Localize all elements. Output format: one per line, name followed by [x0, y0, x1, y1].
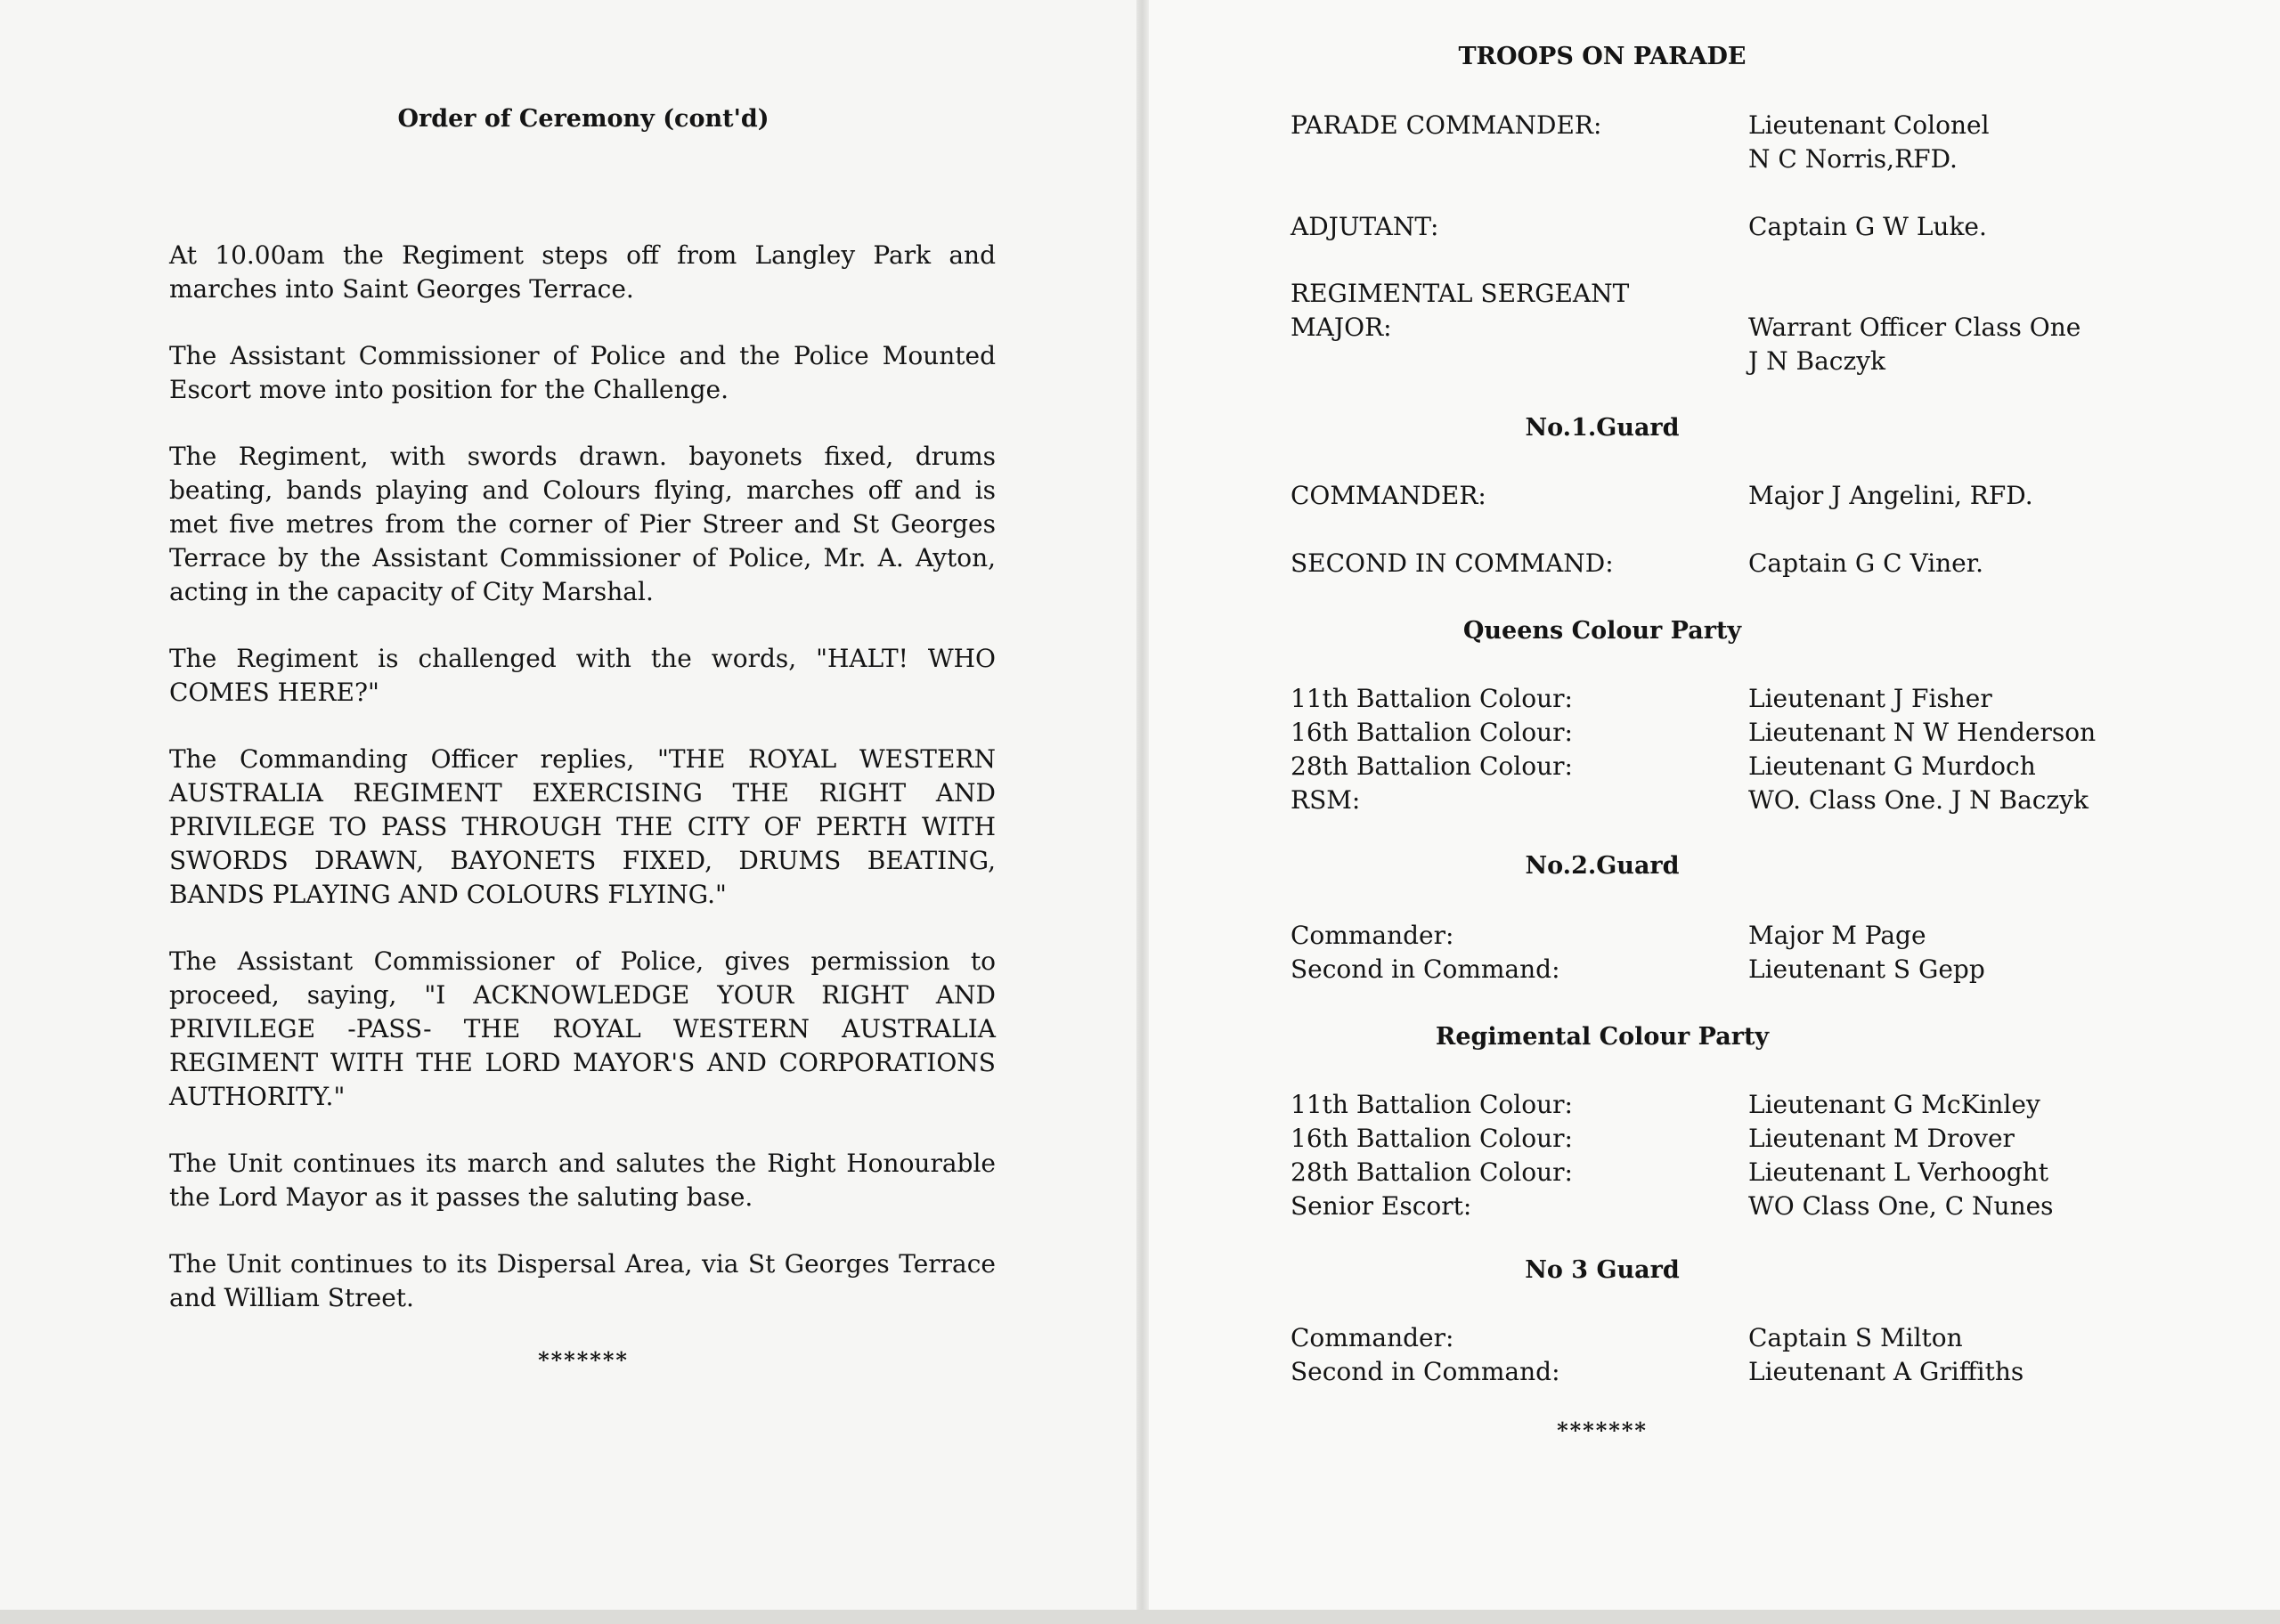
row-label: REGIMENTAL SERGEANT — [1291, 279, 1630, 308]
ceremony-paragraph: At 10.00am the Regiment steps off from Langley Park and marches into Saint Georges Terrace. — [169, 240, 996, 304]
row-label: PARADE COMMANDER: — [1291, 110, 1602, 140]
ceremony-text — [169, 239, 996, 1348]
row-label: COMMANDER: — [1291, 481, 1486, 510]
row-value: Captain S Milton — [1748, 1323, 1963, 1352]
row-value: WO Class One, C Nunes — [1748, 1191, 2054, 1221]
row-label: 28th Battalion Colour: — [1291, 751, 1573, 781]
row-value: Captain G W Luke. — [1748, 212, 1987, 241]
row-value: Lieutenant G Murdoch — [1748, 751, 2036, 781]
ceremony-paragraph: The Regiment, with swords drawn. bayonets fixed, drums beating, bands playing and Colours flying, marches off and is met five metres from the corner of Pier Streer and St Georges Terrace by the Assistant Commissioner of Police, Mr. A. Ayton, acting in the capacity of City Marshal. — [169, 442, 996, 606]
row-value: Major M Page — [1748, 921, 1926, 950]
ceremony-paragraph: The Commanding Officer replies, "THE ROYAL WESTERN AUSTRALIA REGIMENT EXERCISING THE RIGHT AND PRIVILEGE TO PASS THROUGH THE CITY OF PERTH WITH SWORDS DRAWN, BAYONETS FIXED, DRUMS BEATING, BANDS PLAYING AND COLOURS FLYING." — [169, 744, 996, 909]
ceremony-paragraph: The Unit continues its march and salutes the Right Honourable the Lord Mayor as it passes the saluting base. — [169, 1149, 996, 1212]
ceremony-paragraph: The Unit continues to its Dispersal Area, via St Georges Terrace and William Street. — [169, 1249, 996, 1312]
row-label: ADJUTANT: — [1291, 212, 1439, 241]
section-title-queens-colour-party: Queens Colour Party — [1462, 617, 1742, 645]
row-label: Commander: — [1291, 1323, 1454, 1352]
row-value: Lieutenant S Gepp — [1748, 954, 1985, 984]
row-label: Senior Escort: — [1291, 1191, 1472, 1221]
ceremony-paragraph: The Regiment is challenged with the words, "HALT! WHO COMES HERE?" — [169, 644, 996, 707]
section-title-regimental-colour-party: Regimental Colour Party — [1435, 1023, 1770, 1051]
row-value: Lieutenant A Griffiths — [1748, 1357, 2024, 1386]
row-label: Second in Command: — [1291, 954, 1560, 984]
page-gutter — [1136, 0, 1149, 1624]
row-label: 16th Battalion Colour: — [1291, 1124, 1573, 1153]
row-label: MAJOR: — [1291, 313, 1392, 342]
row-value: Lieutenant Colonel — [1748, 110, 1990, 140]
section-title-guard-2: No.2.Guard — [1525, 852, 1680, 880]
row-value: Lieutenant L Verhooght — [1748, 1157, 2048, 1187]
ceremony-paragraph: The Assistant Commissioner of Police, gives permission to proceed, saying, "I ACKNOWLEDGE YOUR RIGHT AND PRIVILEGE -PASS- THE ROYAL WESTERN AUSTRALIA REGIMENT WITH THE LORD MAYOR'S AND CORPORATIONS AUTHORITY." — [169, 946, 996, 1111]
row-value: Lieutenant J Fisher — [1748, 684, 1992, 713]
row-value: N C Norris,RFD. — [1748, 144, 1958, 174]
bottom-edge — [0, 1610, 2280, 1624]
left-page-heading: Order of Ceremony (cont'd) — [397, 105, 770, 133]
row-label: Second in Command: — [1291, 1357, 1560, 1386]
row-value: Lieutenant M Drover — [1748, 1124, 2015, 1153]
row-label: Commander: — [1291, 921, 1454, 950]
row-value: Captain G C Viner. — [1748, 548, 1983, 578]
row-label: 11th Battalion Colour: — [1291, 684, 1573, 713]
row-label: SECOND IN COMMAND: — [1291, 548, 1614, 578]
row-value: Major J Angelini, RFD. — [1748, 481, 2033, 510]
row-value: Warrant Officer Class One — [1748, 313, 2081, 342]
row-label: RSM: — [1291, 785, 1361, 815]
row-label: 11th Battalion Colour: — [1291, 1090, 1573, 1119]
section-title-guard-3: No 3 Guard — [1525, 1256, 1680, 1284]
row-value: WO. Class One. J N Baczyk — [1748, 785, 2089, 815]
row-label: 16th Battalion Colour: — [1291, 718, 1573, 747]
right-end-mark: ******* — [1557, 1417, 1648, 1443]
row-label: 28th Battalion Colour: — [1291, 1157, 1573, 1187]
row-value: J N Baczyk — [1748, 346, 1886, 376]
troops-title: TROOPS ON PARADE — [1458, 43, 1747, 70]
row-value: Lieutenant N W Henderson — [1748, 718, 2097, 747]
ceremony-paragraph: The Assistant Commissioner of Police and the Police Mounted Escort move into position for the Challenge. — [169, 341, 996, 404]
section-title-guard-1: No.1.Guard — [1525, 414, 1680, 442]
left-end-mark: ******* — [538, 1347, 629, 1373]
troops-on-parade — [1291, 0, 2110, 1624]
row-value: Lieutenant G McKinley — [1748, 1090, 2040, 1119]
